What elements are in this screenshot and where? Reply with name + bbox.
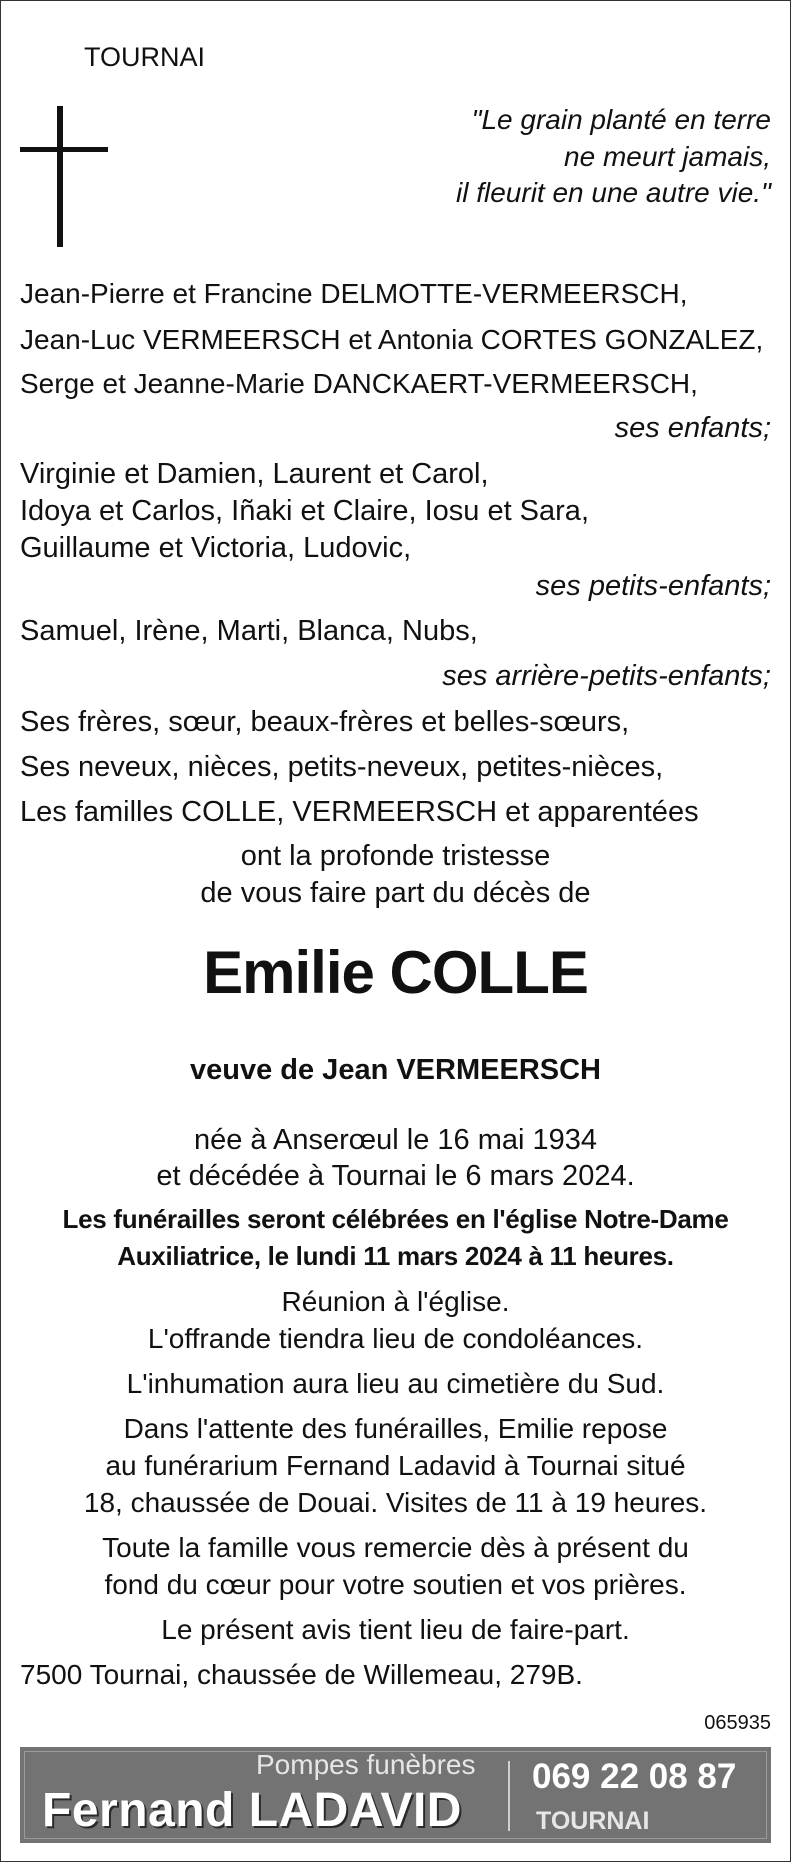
banner-phone: 069 22 08 87 <box>532 1757 737 1796</box>
address-line: 7500 Tournai, chaussée de Willemeau, 279B. <box>20 1659 583 1690</box>
detail-line: L'inhumation aura lieu au cimetière du Sud. <box>126 1368 665 1399</box>
great-grandchildren-label: ses arrière-petits-enfants; <box>442 660 771 692</box>
family-line: Ses neveux, nièces, petits-neveux, petites-nièces, <box>20 751 664 783</box>
family-line: Ses frères, sœur, beaux-frères et belles-sœurs, <box>20 706 630 738</box>
reference-number: 065935 <box>704 1712 771 1734</box>
death-line: et décédée à Tournai le 6 mars 2024. <box>156 1160 635 1192</box>
banner-city: TOURNAI <box>536 1807 650 1835</box>
deceased-name: Emilie COLLE <box>203 939 588 1006</box>
detail-line: Toute la famille vous remercie dès à présent du <box>102 1532 689 1563</box>
family-line: Guillaume et Victoria, Ludovic, <box>20 532 412 564</box>
funeral-line: Les funérailles seront célébrées en l'église Notre-Dame <box>62 1204 729 1234</box>
cross-icon <box>57 106 63 247</box>
detail-line: fond du cœur pour votre soutien et vos prières. <box>104 1569 687 1600</box>
grandchildren-label: ses petits-enfants; <box>535 570 771 602</box>
detail-line: au funérarium Fernand Ladavid à Tournai situé <box>105 1450 686 1481</box>
announcement-line: ont la profonde tristesse <box>240 840 551 872</box>
quote-line: "Le grain planté en terre <box>471 104 771 135</box>
quote-line: ne meurt jamais, <box>564 141 771 172</box>
detail-line: Le présent avis tient lieu de faire-part. <box>161 1614 630 1645</box>
cross-icon-bar <box>20 147 108 152</box>
detail-line: Réunion à l'église. <box>281 1286 510 1317</box>
banner-tagline: Pompes funèbres <box>256 1749 476 1780</box>
family-line: Serge et Jeanne-Marie DANCKAERT-VERMEERSCH, <box>20 368 698 399</box>
announcement-line: de vous faire part du décès de <box>200 877 591 909</box>
banner-divider <box>508 1761 510 1831</box>
family-line: Samuel, Irène, Marti, Blanca, Nubs, <box>20 615 478 647</box>
quote-line: il fleurit en une autre vie." <box>456 177 771 208</box>
birth-line: née à Anserœul le 16 mai 1934 <box>193 1124 598 1156</box>
banner-company: Fernand LADAVID <box>42 1784 462 1837</box>
family-line: Les familles COLLE, VERMEERSCH et apparentées <box>20 796 699 828</box>
header-city: TOURNAI <box>84 42 206 72</box>
children-label: ses enfants; <box>614 412 771 444</box>
family-line: Virginie et Damien, Laurent et Carol, <box>20 458 489 490</box>
family-line: Idoya et Carlos, Iñaki et Claire, Iosu et Sara, <box>20 495 589 527</box>
funeral-line: Auxiliatrice, le lundi 11 mars 2024 à 11 heures. <box>117 1241 674 1271</box>
detail-line: L'offrande tiendra lieu de condoléances. <box>147 1323 644 1354</box>
widow-of: veuve de Jean VERMEERSCH <box>190 1054 601 1086</box>
detail-line: 18, chaussée de Douai. Visites de 11 à 19 heures. <box>83 1487 708 1518</box>
detail-line: Dans l'attente des funérailles, Emilie repose <box>123 1413 668 1444</box>
family-line: Jean-Pierre et Francine DELMOTTE-VERMEERSCH, <box>20 278 688 309</box>
family-line: Jean-Luc VERMEERSCH et Antonia CORTES GONZALEZ, <box>20 324 764 355</box>
funeral-home-banner <box>20 1747 771 1843</box>
